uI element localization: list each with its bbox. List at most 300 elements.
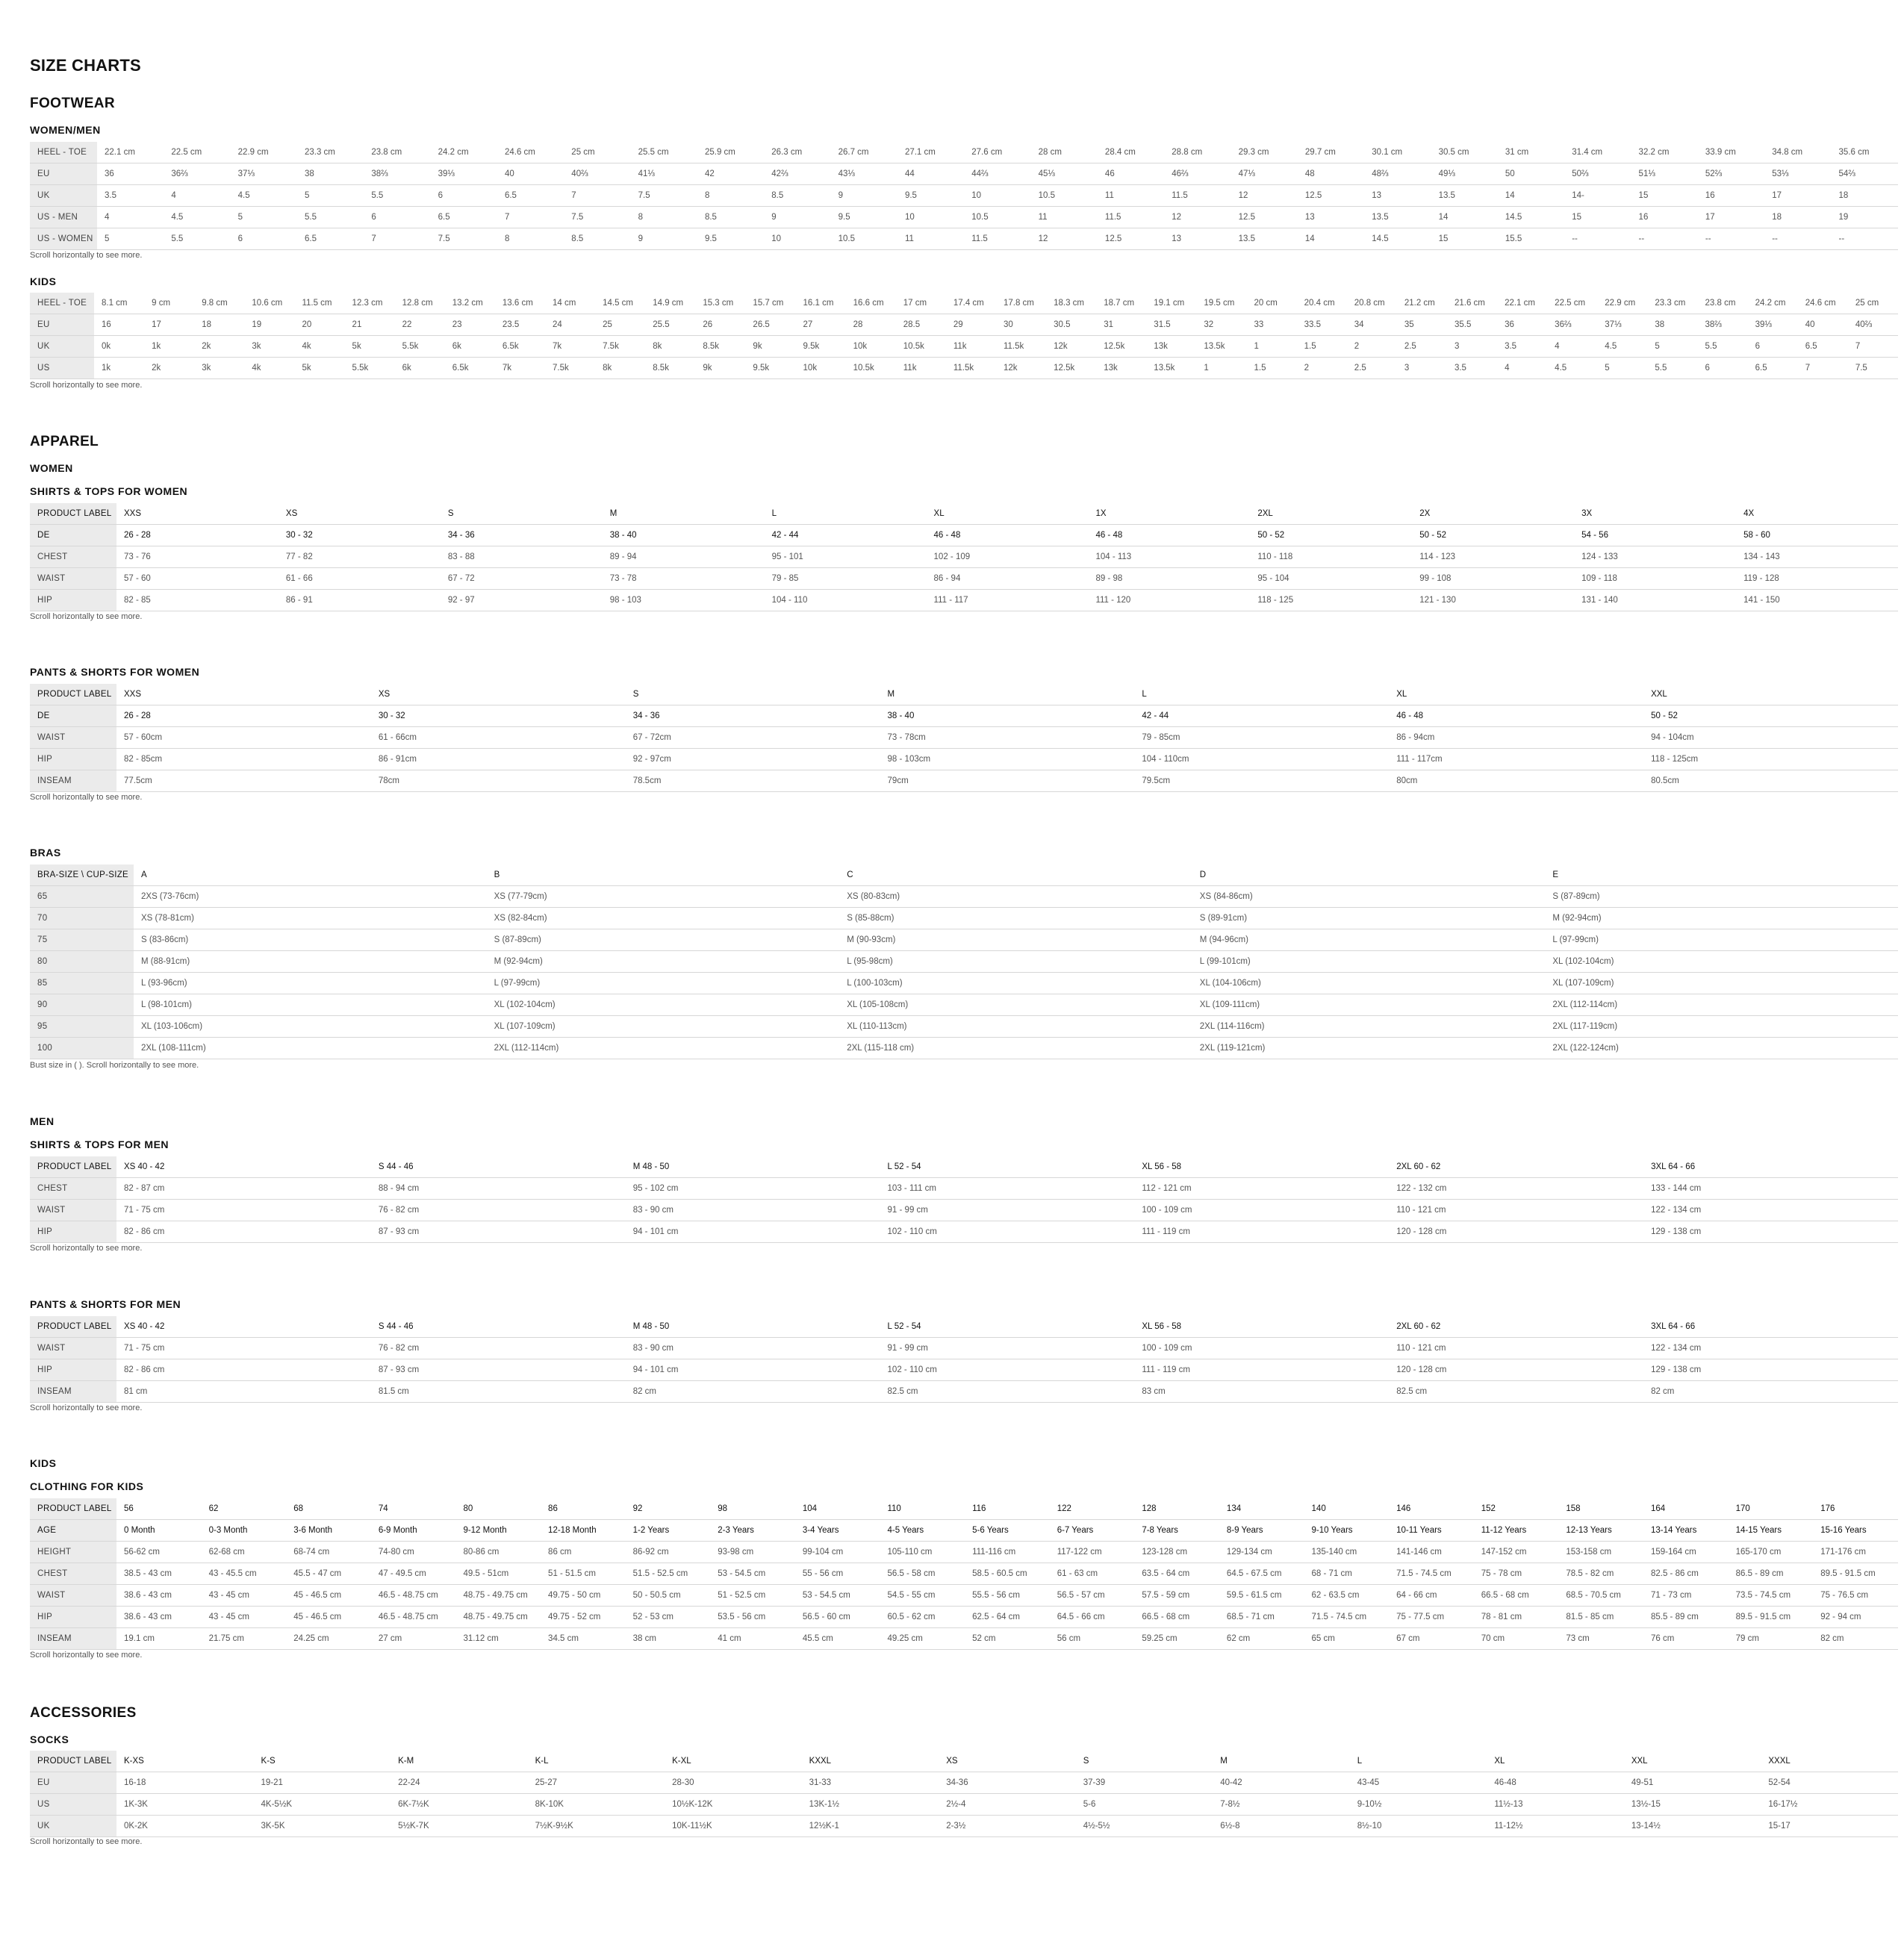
table-row [30,727,1898,749]
table-cell: XL [1389,684,1643,705]
table-cell: 36 [1497,314,1547,336]
table-cell: 16.1 cm [796,293,846,314]
table-cell: 86 - 94 [927,568,1089,590]
table-cell: 87 - 93 cm [371,1221,626,1243]
table-cell: 48⅔ [1364,163,1431,185]
table-cell: 45⅓ [1031,163,1098,185]
table-cell: 9-12 Month [455,1520,541,1542]
table-cell: 31-33 [802,1772,939,1794]
table-row [30,525,1898,546]
table-cell: 53.5 - 56 cm [710,1607,795,1628]
table-cell: 49.75 - 50 cm [541,1585,626,1607]
table-cell: 9.5k [745,358,795,379]
table-cell: 105-110 cm [880,1542,965,1563]
table-row [30,314,1898,336]
table-cell: 10 [764,228,830,250]
table-cell: 13.2 cm [445,293,495,314]
table-cell: 76 - 82 cm [371,1200,626,1221]
table-cell: 42 - 44 [765,525,927,546]
table-cell: 81 cm [116,1381,371,1403]
table-cell: 31.4 cm [1564,142,1631,163]
table-cell: 11 [897,228,964,250]
row-header-cell: UK [30,185,97,207]
table-cell: 3k [194,358,244,379]
table-cell: 170 [1729,1498,1814,1520]
table-cell: 89 - 94 [603,546,765,568]
table-cell: 75 - 76.5 cm [1813,1585,1898,1607]
row-header-cell: PRODUCT LABEL [30,1751,116,1772]
table-cell: 13.5k [1196,336,1246,358]
subsection-women-men-title: WOMEN/MEN [30,124,101,136]
table-cell: 40-42 [1213,1772,1350,1794]
table-cell: 39⅓ [431,163,497,185]
scroll-note: Scroll horizontally to see more. [30,793,143,802]
table-cell: 9k [695,358,745,379]
table-cell: 2XL 60 - 62 [1389,1156,1643,1178]
table-cell: 102 - 110 cm [880,1359,1135,1381]
table-row [30,864,1898,886]
table-cell: 120 - 128 cm [1389,1221,1643,1243]
table-cell: 52 - 53 cm [626,1607,711,1628]
row-header-cell: WAIST [30,568,116,590]
table-cell: 8½-10 [1350,1816,1487,1837]
table-cell: 6-9 Month [371,1520,456,1542]
table-cell: 13-14½ [1624,1816,1761,1837]
table-cell: XXS [116,503,279,525]
row-header-cell: CHEST [30,546,116,568]
table-cell: 23.8 cm [1698,293,1748,314]
table-cell: 77 - 82 [279,546,441,568]
table-cell: 165-170 cm [1729,1542,1814,1563]
table-cell: 5 [231,207,297,228]
table-cell: L (93-96cm) [134,973,487,994]
table-cell: 82 - 85cm [116,749,371,770]
table-cell: 75 - 77.5 cm [1389,1607,1474,1628]
table-row [30,1156,1898,1178]
table-cell: 11.5 [1098,207,1164,228]
table-cell: 73.5 - 74.5 cm [1729,1585,1814,1607]
table-cell: 89.5 - 91.5 cm [1813,1563,1898,1585]
table-cell: 86-92 cm [626,1542,711,1563]
table-cell: 82 cm [626,1381,880,1403]
table-cell: 12-13 Years [1558,1520,1643,1542]
table-cell: 36 [97,163,164,185]
table-cell: 26.7 cm [831,142,897,163]
table-cell: 4½-5½ [1076,1816,1213,1837]
table-row [30,1542,1898,1563]
table-cell: 34.5 cm [541,1628,626,1650]
table-row [30,336,1898,358]
table-row [30,228,1898,250]
table-cell: 23.8 cm [364,142,430,163]
table-cell: L (98-101cm) [134,994,487,1016]
table-cell: 53 - 54.5 cm [795,1585,880,1607]
table-cell: M (92-94cm) [487,951,840,973]
table-cell: 50 - 52 [1643,705,1898,727]
table-cell: 27 cm [371,1628,456,1650]
table-cell: 18 [1764,207,1831,228]
table-cell: 12k [1046,336,1096,358]
table-cell: 89.5 - 91.5 cm [1729,1607,1814,1628]
table-cell: 50 - 52 [1412,525,1574,546]
table-cell: 128 [1134,1498,1219,1520]
table-cell: 79cm [880,770,1135,792]
table-cell: 2XL (115-118 cm) [839,1038,1192,1059]
table-pants-men [30,1316,1898,1403]
table-cell: 12.5k [1096,336,1146,358]
table-cell: 118 - 125 [1250,590,1412,611]
table-cell: XL (109-111cm) [1192,994,1546,1016]
table-cell: 10.6 cm [244,293,294,314]
table-cell: -- [1764,228,1831,250]
table-cell: S [1076,1751,1213,1772]
table-cell: 1.5 [1297,336,1347,358]
table-cell: 40⅔ [564,163,630,185]
subsection-men-title: MEN [30,1115,55,1127]
table-cell: S [441,503,603,525]
table-cell: 102 - 109 [927,546,1089,568]
table-cell: 42 [697,163,764,185]
table-cell: 41⅓ [631,163,697,185]
table-cell: 14-15 Years [1729,1520,1814,1542]
row-header-cell: HIP [30,1607,116,1628]
table-cell: 1K-3K [116,1794,254,1816]
table-cell: 99 - 108 [1412,568,1574,590]
table-cell: 129 - 138 cm [1643,1221,1898,1243]
row-header-cell: US - MEN [30,207,97,228]
row-header-cell: WAIST [30,1200,116,1221]
table-cell: 153-158 cm [1558,1542,1643,1563]
subsection-shirts-women-title: SHIRTS & TOPS FOR WOMEN [30,485,188,497]
table-cell: 5 [1647,336,1697,358]
table-cell: 56.5 - 60 cm [795,1607,880,1628]
row-header-cell: UK [30,1816,116,1837]
table-cell: 140 [1304,1498,1390,1520]
table-cell: 15 [1431,228,1498,250]
table-cell: 123-128 cm [1134,1542,1219,1563]
table-cell: 13-14 Years [1643,1520,1729,1542]
table-cell: XL (102-104cm) [1545,951,1898,973]
table-cell: 122 - 134 cm [1643,1338,1898,1359]
table-cell: 95 - 104 [1250,568,1412,590]
table-cell: 88 - 94 cm [371,1178,626,1200]
table-cell: 62 cm [1219,1628,1304,1650]
table-cell: 7 [364,228,430,250]
table-cell: 68.5 - 70.5 cm [1558,1585,1643,1607]
table-row [30,1772,1898,1794]
table-cell: 124 - 133 [1574,546,1736,568]
table-cell: E [1545,864,1898,886]
row-header-cell: WAIST [30,1585,116,1607]
table-cell: 68.5 - 71 cm [1219,1607,1304,1628]
table-cell: 5 [1597,358,1647,379]
table-cell: 95 - 102 cm [626,1178,880,1200]
table-cell: 80-86 cm [455,1542,541,1563]
table-cell: 28 [846,314,896,336]
table-pants-women [30,684,1898,792]
table-cell: 22.9 cm [231,142,297,163]
table-cell: 95 - 101 [765,546,927,568]
table-cell: S (85-88cm) [839,908,1192,929]
table-cell: 74 [371,1498,456,1520]
table-cell: 2XL (119-121cm) [1192,1038,1546,1059]
table-cell: 24 [545,314,595,336]
table-cell: 62 - 63.5 cm [1304,1585,1390,1607]
table-cell: 10.5 [1031,185,1098,207]
table-cell: XL 56 - 58 [1134,1156,1389,1178]
table-cell: 2XL (112-114cm) [487,1038,840,1059]
table-cell: 11½-13 [1487,1794,1624,1816]
table-cell: 36⅔ [1547,314,1597,336]
row-header-cell: UK [30,336,94,358]
table-cell: 10.5 [964,207,1030,228]
table-cell: 10K-11½K [665,1816,802,1837]
table-cell: 5k [345,336,395,358]
table-cell: 53⅓ [1764,163,1831,185]
table-cell: XS 40 - 42 [116,1156,371,1178]
table-cell: 63.5 - 64 cm [1134,1563,1219,1585]
table-cell: 31 cm [1498,142,1564,163]
table-cell: 99-104 cm [795,1542,880,1563]
table-cell: 39⅓ [1748,314,1798,336]
table-cell: 25 [595,314,645,336]
table-cell: 15-17 [1761,1816,1898,1837]
table-cell: 141 - 150 [1736,590,1898,611]
table-cell: 92 [626,1498,711,1520]
table-cell: 13 [1364,185,1431,207]
table-cell: XS (77-79cm) [487,886,840,908]
table-cell: 24.2 cm [1748,293,1798,314]
table-cell: 10k [846,336,896,358]
table-bras [30,864,1898,1059]
table-cell: XXXL [1761,1751,1898,1772]
subsection-bras-title: BRAS [30,847,61,859]
table-cell: 86 [541,1498,626,1520]
table-cell: 3XL 64 - 66 [1643,1156,1898,1178]
table-cell: 13 [1298,207,1364,228]
table-cell: 17.8 cm [996,293,1046,314]
table-cell: 13.5 [1231,228,1298,250]
table-cell: 19 [244,314,294,336]
table-row [30,1628,1898,1650]
table-cell: 2k [194,336,244,358]
table-cell: S (83-86cm) [134,929,487,951]
table-cell: 19.5 cm [1196,293,1246,314]
row-header-cell: US [30,358,94,379]
table-cell: 55 - 56 cm [795,1563,880,1585]
table-cell: L (99-101cm) [1192,951,1546,973]
table-cell: 86 - 91cm [371,749,626,770]
table-cell: 6.5 [297,228,364,250]
table-cell: 13k [1146,336,1196,358]
row-header-cell: 75 [30,929,134,951]
table-cell: 57 - 60 [116,568,279,590]
table-cell: 5½K-7K [391,1816,528,1837]
row-header-cell: PRODUCT LABEL [30,1498,116,1520]
table-cell: 30.1 cm [1364,142,1431,163]
table-cell: 68 - 71 cm [1304,1563,1390,1585]
table-row [30,1751,1898,1772]
table-cell: 66.5 - 68 cm [1134,1607,1219,1628]
table-cell: 7 [564,185,630,207]
row-header-cell: 85 [30,973,134,994]
table-cell: XS (80-83cm) [839,886,1192,908]
table-cell: 13K-1½ [802,1794,939,1816]
table-cell: 92 - 97cm [626,749,880,770]
subsection-pants-men-title: PANTS & SHORTS FOR MEN [30,1298,181,1310]
table-cell: 37⅓ [1597,314,1647,336]
table-cell: 67 - 72 [441,568,603,590]
table-cell: 43 - 45 cm [202,1607,287,1628]
table-cell: 159-164 cm [1643,1542,1729,1563]
table-cell: 34 - 36 [441,525,603,546]
table-cell: 1X [1088,503,1250,525]
table-cell: 102 - 110 cm [880,1221,1135,1243]
table-cell: 98 [710,1498,795,1520]
table-cell: 5.5 [364,185,430,207]
table-cell: 43 - 45.5 cm [202,1563,287,1585]
table-cell: 35.6 cm [1832,142,1898,163]
table-cell: M [603,503,765,525]
table-cell: 38⅔ [364,163,430,185]
table-cell: 49.25 cm [880,1628,965,1650]
table-cell: 71 - 75 cm [116,1338,371,1359]
table-row [30,929,1898,951]
table-cell: 6 [231,228,297,250]
table-cell: 14 [1298,228,1364,250]
table-cell: 6 [431,185,497,207]
table-cell: 91 - 99 cm [880,1338,1135,1359]
table-cell: 5.5 [1698,336,1748,358]
table-cell: 22-24 [391,1772,528,1794]
table-cell: XS (84-86cm) [1192,886,1546,908]
table-cell: 20 [294,314,344,336]
table-cell: 152 [1474,1498,1559,1520]
row-header-cell: US [30,1794,116,1816]
table-cell: 12.5 [1231,207,1298,228]
table-cell: 9 [631,228,697,250]
table-cell: 4X [1736,503,1898,525]
table-cell: 62.5 - 64 cm [965,1607,1050,1628]
table-cell: 30.5 [1046,314,1096,336]
table-cell: 141-146 cm [1389,1542,1474,1563]
table-cell: 82 - 86 cm [116,1221,371,1243]
table-cell: 5.5k [395,336,445,358]
table-cell: 60.5 - 62 cm [880,1607,965,1628]
table-cell: 147-152 cm [1474,1542,1559,1563]
table-cell: K-XS [116,1751,254,1772]
table-cell: 79.5cm [1134,770,1389,792]
row-header-cell: 65 [30,886,134,908]
table-row [30,1221,1898,1243]
table-cell: 46 - 48 [1389,705,1643,727]
scroll-note: Scroll horizontally to see more. [30,1837,143,1846]
table-cell: -- [1832,228,1898,250]
table-cell: 24.2 cm [431,142,497,163]
table-cell: 9.5 [897,185,964,207]
table-cell: S (89-91cm) [1192,908,1546,929]
table-cell: KXXL [802,1751,939,1772]
table-cell: 5.5 [1647,358,1697,379]
table-cell: 56-62 cm [116,1542,202,1563]
table-cell: 98 - 103cm [880,749,1135,770]
table-cell: 29.7 cm [1298,142,1364,163]
table-cell: 78.5cm [626,770,880,792]
subsection-kids-footwear-title: KIDS [30,275,57,287]
table-cell: 4.5 [1547,358,1597,379]
table-row [30,503,1898,525]
table-cell: 92 - 97 [441,590,603,611]
table-cell: 18 [1832,185,1898,207]
table-cell: 91 - 99 cm [880,1200,1135,1221]
row-header-cell: HIP [30,590,116,611]
table-cell: 122 - 132 cm [1389,1178,1643,1200]
table-cell: 111 - 119 cm [1134,1221,1389,1243]
table-cell: 15-16 Years [1813,1520,1898,1542]
table-cell: 21.75 cm [202,1628,287,1650]
table-cell: S (87-89cm) [1545,886,1898,908]
table-cell: 2XL [1250,503,1412,525]
table-cell: 67 cm [1389,1628,1474,1650]
table-cell: 11.5 [964,228,1030,250]
row-header-cell: 70 [30,908,134,929]
table-cell: 67 - 72cm [626,727,880,749]
table-cell: 37-39 [1076,1772,1213,1794]
table-cell: 22.9 cm [1597,293,1647,314]
table-row [30,770,1898,792]
table-cell: 25.5 [645,314,695,336]
table-cell: 20.4 cm [1297,293,1347,314]
table-cell: 10-11 Years [1389,1520,1474,1542]
table-cell: 68 [286,1498,371,1520]
table-row [30,590,1898,611]
table-cell: 34.8 cm [1764,142,1831,163]
subsection-shirts-men-title: SHIRTS & TOPS FOR MEN [30,1138,169,1150]
table-cell: 129 - 138 cm [1643,1359,1898,1381]
table-cell: 28.5 [896,314,946,336]
table-cell: 6k [445,336,495,358]
table-cell: 22.5 cm [1547,293,1597,314]
row-header-cell: CHEST [30,1178,116,1200]
table-row [30,1520,1898,1542]
table-cell: 3.5 [1447,358,1497,379]
table-cell: 79 cm [1729,1628,1814,1650]
table-cell: 12.3 cm [345,293,395,314]
table-cell: 46 - 48 [1088,525,1250,546]
table-cell: 11.5 [1164,185,1231,207]
table-cell: 23.3 cm [297,142,364,163]
table-cell: 21.2 cm [1397,293,1447,314]
table-cell: 4.5 [231,185,297,207]
table-cell: 26.5 [745,314,795,336]
table-cell: 49-51 [1624,1772,1761,1794]
table-cell: A [134,864,487,886]
table-cell: 52-54 [1761,1772,1898,1794]
table-cell: 45.5 - 47 cm [286,1563,371,1585]
table-cell: 7.5k [545,358,595,379]
table-cell: 34 - 36 [626,705,880,727]
table-cell: K-XL [665,1751,802,1772]
table-cell: XL 56 - 58 [1134,1316,1389,1338]
table-cell: 27 [796,314,846,336]
table-cell: L [765,503,927,525]
table-cell: 110 - 121 cm [1389,1200,1643,1221]
table-cell: 3X [1574,503,1736,525]
row-header-cell: INSEAM [30,1628,116,1650]
table-cell: 111 - 119 cm [1134,1359,1389,1381]
table-cell: 135-140 cm [1304,1542,1390,1563]
table-cell: 64.5 - 67.5 cm [1219,1563,1304,1585]
